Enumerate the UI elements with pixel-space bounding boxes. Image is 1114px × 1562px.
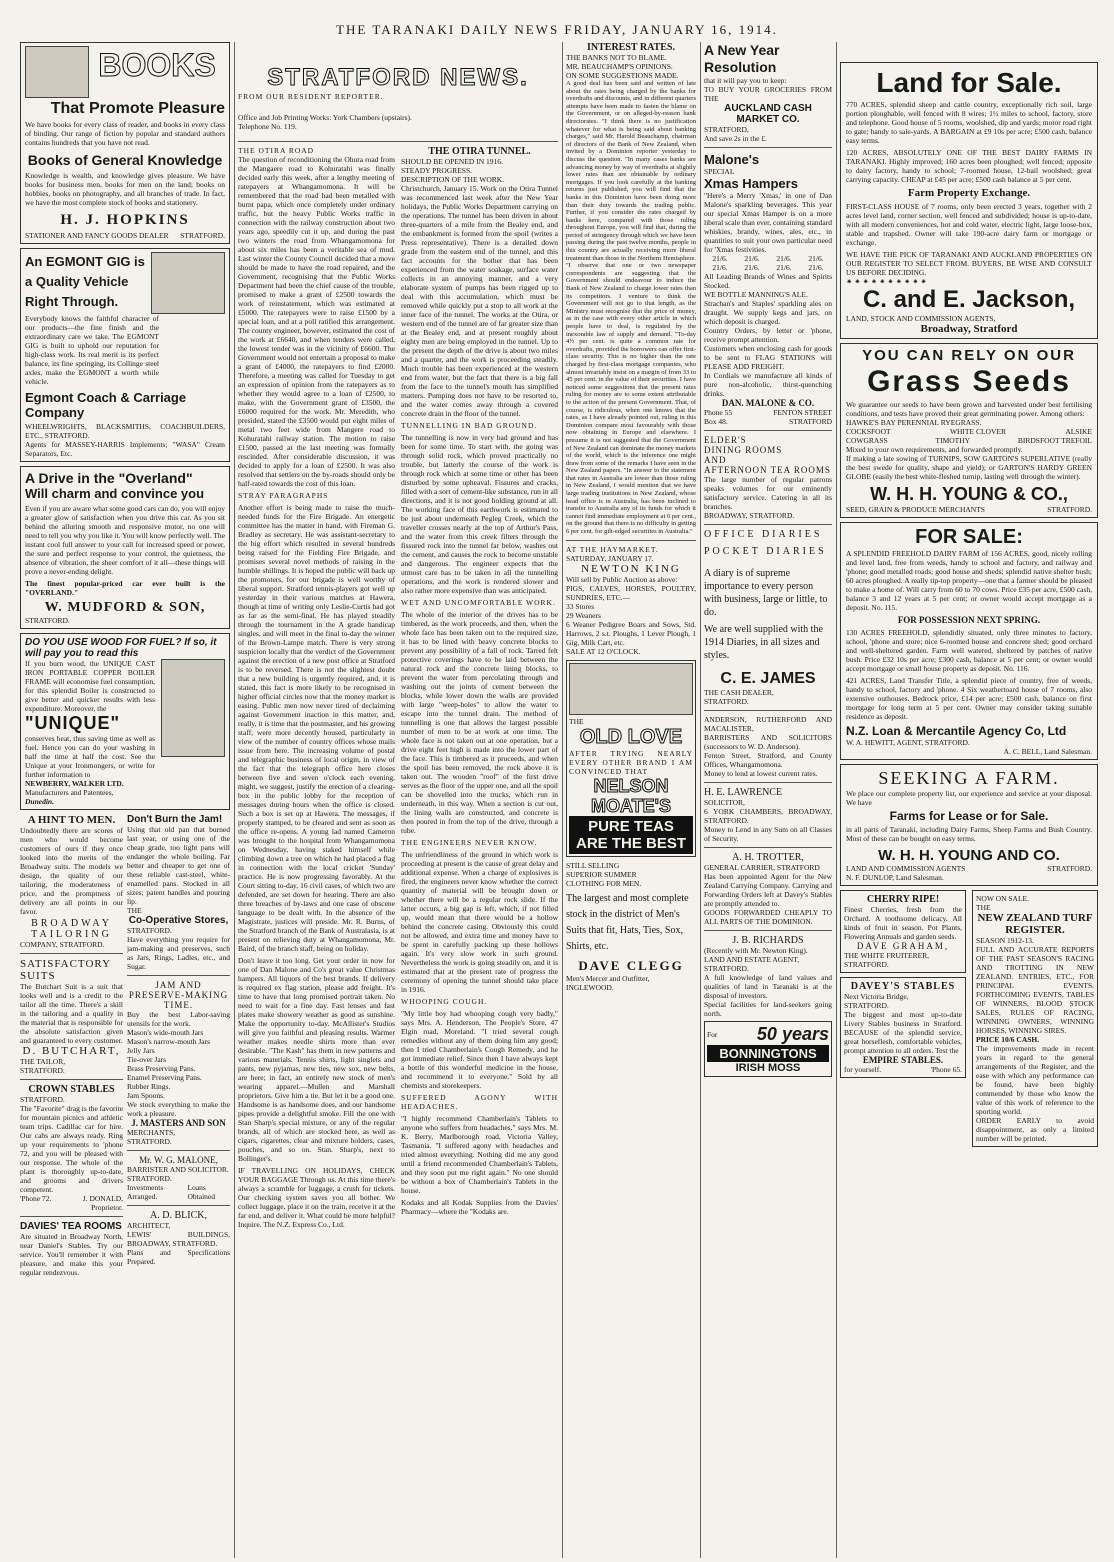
register-the: THE	[976, 903, 991, 912]
turf-register-ad	[972, 890, 1098, 1147]
col1-lower-right	[127, 814, 230, 1277]
col2-left	[238, 146, 395, 1229]
malones-box: Box 48.	[704, 417, 728, 426]
elders-place: BROADWAY, STRATFORD.	[704, 511, 795, 520]
graham-trade: THE WHITE FRUITERER,	[844, 951, 930, 960]
daveys-for: for yourself.	[844, 1065, 882, 1074]
seed-item: COCKSFOOT	[846, 427, 891, 436]
column-2	[238, 42, 558, 1560]
empire-stables: EMPIRE STABLES.	[862, 1055, 944, 1065]
bonnington-moss: IRISH MOSS	[735, 1062, 801, 1074]
daveys-phone: 'Phone 65.	[930, 1065, 962, 1074]
richards-name: J. B. RICHARDS	[732, 935, 804, 946]
hint-body: Undoubtedly there are scores of men who would become customers of ours if they once looked into the merits of the Broadway suits. The models we design, the quality of our tailoring, the moderateness of price, and the promptness of delivery are all points in our favor.	[20, 826, 123, 916]
elders-4: AFTERNOON TEA ROOMS	[704, 465, 831, 475]
anderson-trade: BARRISTERS AND SOLICITORS (successors to W. D. Anderson).	[704, 733, 832, 751]
haymarket-list-item: 29 Weaners	[566, 610, 601, 620]
seeking-body: We place our complete property list, our experience and service at your disposal. We have	[846, 789, 1092, 807]
possession-line: FOR POSSESSION NEXT SPRING.	[897, 615, 1041, 625]
malones-brands: All Leading Brands of Wines and Spirits Stocked.	[704, 272, 832, 290]
malones-hampers: Xmas Hampers	[704, 176, 798, 191]
anderson-address: Fenton Street, Stratford, and County Offices, Whangamomona.	[704, 751, 832, 769]
malone-place: STRATFORD.	[127, 1174, 172, 1183]
unique-maker: NEWBERRY, WALKER LTD.	[25, 779, 124, 788]
malones-country: Country Orders, by letter or 'phone, receive prompt attention.	[704, 326, 832, 344]
blick-trade: ARCHITECT,	[127, 1221, 171, 1230]
bonnington-years: 50 years	[756, 1024, 829, 1044]
crown-owner: J. DONALD,	[82, 1194, 123, 1203]
tunnelling-body: The tunnelling is now in very bad ground and has been for some time. To start with, the going was through solid rock, which proved practically no trouble, but latterly the course of the work is through rock which at some time or other has been disturbed by some upheaval. Fissures and cracks, filled with a sort of cement-like substance, run in all directions, and it is not good holding ground at all. The working face of this earthwork is estimated to be just about underneath Pegleg Creek, which the traveller crosses nearly at the top of Arthur's Pass, and the water from this creek filters through the fissured rock into the tunnel far below, washes out the cement, and causes the rock to become unstable and dangerous. The engineer expects that the utmost care has to be taken in all the tunnelling operations, and the work is rendered slower and also rather more expensive than was anticipated.	[401, 433, 558, 595]
haymarket-sale: SALE AT 12 O'CLOCK.	[566, 646, 641, 656]
masthead	[0, 0, 1114, 40]
otira-road-title: THE OTIRA ROAD	[238, 146, 315, 155]
farm-exchange: Farm Property Exchange.	[907, 187, 1031, 199]
seed-item: HAWKE'S BAY PERENNIAL RYEGRASS.	[846, 418, 982, 427]
engineers-body: The unfriendliness of the ground in which work is proceeding at present is the cause of great delay and additional expense. When a charge of explosives is fired, the engineers never know whether the correct quantity of material will be brought down or whether there will be a regular rock slide. If the latter occurs, a big gap is left, which, if not filled up, would mean that there would be a hollow behind the concrete casing. Obviously this could not be allowed, and extra time and money have to be spent in carefully packing up these hollows again. It's very slow work in such ground. Nevertheless the work is going steadily on, and it is estimated that at the present rate of progress the ceremony of opening the tunnel should take place in 1916.	[401, 850, 558, 994]
trotter-body: Has been appointed Agent for the New Zealand Carrying Company. Carrying and Forwarding Orders left at Davey's Stables are promptly attended to.	[704, 872, 832, 908]
crown-phone: 'Phone 72.	[20, 1194, 52, 1203]
daveys-place: STRATFORD.	[844, 1001, 889, 1010]
malones-price: 21/6.	[744, 254, 760, 263]
register-price: PRICE 10/6 CASH.	[976, 1035, 1040, 1044]
preserve-item: Mason's narrow-mouth Jars	[127, 1037, 211, 1046]
preserve-item: Enamel Preserving Pans.	[127, 1073, 202, 1082]
daveys-next: Next Victoria Bridge,	[844, 992, 909, 1001]
egmont-ad	[20, 248, 230, 462]
crown-title: CROWN STABLES	[28, 1084, 115, 1095]
jackson-trade: LAND, STOCK AND COMMISSION AGENTS,	[846, 314, 996, 323]
daveys-body: The biggest and most up-to-date Livery Stables business in Stratford. BECAUSE of the splendid service, great horseflesh, comfortable vehicles, prompt attention to all orders. Test the	[844, 1010, 962, 1055]
knowledge-title: Books of General Knowledge	[27, 152, 223, 168]
young-place: STRATFORD.	[1047, 505, 1092, 514]
for-sale-title: FOR SALE:	[915, 526, 1023, 548]
pure-teas: PURE TEAS ARE THE BEST	[569, 816, 693, 854]
malones-street: FENTON STREET	[773, 408, 832, 417]
telephone-line: Telephone No. 119.	[238, 122, 297, 131]
butchart-name: D. BUTCHART,	[22, 1045, 121, 1057]
mudford-name: W. MUDFORD & SON,	[44, 600, 206, 615]
land-pick: WE HAVE THE PICK OF TARANAKI AND AUCKLAND PROPERTIES ON OUR REGISTER TO SELECT FROM. BUYERS, BE WISE AND CONSULT US BEFORE DECIDING.	[846, 250, 1092, 277]
bonnington-for: For	[707, 1030, 718, 1039]
land-listing-house: FIRST-CLASS HOUSE of 7 rooms, only been erected 3 years, together with 2 acres level land, corner section, well fenced and subdivided; house is up-to-date, with all modern conveniences, hot and cold water, electric light, large loose-box, stable and trapshed. Owner will take 190-acre dairy farm or mortgage or exchange.	[846, 202, 1092, 247]
jackson-name: C. and E. Jackson,	[862, 286, 1076, 313]
malones-quote: "Here's a Merry 'Xmas,' in one of Dan Malone's sparkling beverages. This year our special Xmas Hamper is on a more liberal scale than ever, containing standard whiskies, brandy, wines, ales, etc., in quantities to suit your own particular need for 'Xmas festivities.	[704, 191, 832, 254]
satisfactory-body: The Butchart Suit is a suit that looks well and is a credit to the tailor all the time. There's a skill in the tailoring and a quality in the material that is responsible for the absolute satisfaction given and guaranteed to every customer.	[20, 982, 123, 1045]
for-sale-ad	[840, 522, 1098, 760]
books-ad	[20, 42, 230, 244]
books-subtitle: That Promote Pleasure	[50, 100, 225, 117]
old-love-title: OLD LOVE	[579, 725, 683, 748]
clegg-place: INGLEWOOD.	[566, 982, 614, 992]
blick-address: LEWIS' BUILDINGS, BROADWAY, STRATFORD.	[127, 1230, 230, 1248]
column-rule	[836, 42, 837, 1558]
register-body-2: The improvements made in recent years in regard to the general arrangements of the Register, and the ease with which any performance can be found, have been highly commended by those who know the value of this work of reference to the sporting world.	[976, 1044, 1094, 1116]
crown-body: The "Favorite" drag is the favorite for mountain picnics and athletic team trips. Cadillac car for hire. Our cabs are always ready. Ring up your requirements to 'phone 72, and you will be pleased with our response. The whole of the plant is thoroughly up-to-date, and grooms and drivers competent.	[20, 1104, 123, 1194]
pocket-diaries: POCKET DIARIES	[704, 546, 827, 557]
graham-name: DAVE GRAHAM,	[856, 941, 950, 951]
masters-trade: MERCHANTS,	[127, 1128, 176, 1137]
for-sale-156: A SPLENDID FREEHOLD DAIRY FARM of 156 ACRES, good, nicely rolling and level land, free from weeds, handy to school and factory, and railway and 'phone; good metalled roads; good house and sheds; splendid native shelter bush; 60 acres ploughed. A really tip-top property—one that a farmer should be pleased to make a home of. Will carry from 60 to 70 cows. Price £35 per acre, £500 cash, balance 3 and 12 years at 5 per cent; or owner would accept mortgage as a deposit. No. 115.	[846, 549, 1092, 612]
otira-sub-3: DESCRIPTION OF THE WORK.	[401, 175, 505, 184]
haymarket-title: AT THE HAYMARKET.	[566, 544, 659, 554]
anderson-money: Money to lend at lowest current rates.	[704, 769, 818, 778]
otira-sub-1: SHOULD BE OPENED IN 1916.	[401, 157, 503, 166]
malone-loans: Loans Obtained	[187, 1183, 215, 1201]
malone-name: Mr. W. G. MALONE,	[139, 1155, 218, 1165]
lawrence-name: H. E. LAWRENCE	[704, 787, 783, 798]
unique-boiler-ad	[20, 633, 230, 810]
jackson-place: Broadway, Stratford	[920, 323, 1018, 335]
interest-sub-2: MR. BEAUCHAMP'S OPINIONS.	[566, 62, 673, 71]
preserve-item: Jam Spoons.	[127, 1091, 165, 1100]
seeds-turnips: If making a late sowing of TURNIPS, SOW GARTON'S SUPERLATIVE (really the best swede for quality, shape and yield); or GARTON'S HARDY GREEN GLOBE (easily the best white-fleshed turnip, lasting well through the winter).	[846, 454, 1092, 481]
still-selling: STILL SELLING	[566, 860, 620, 870]
coop-place: STRATFORD.	[127, 926, 172, 935]
stray-title: STRAY PARAGRAPHS	[238, 491, 329, 500]
coop-name: Co-Operative Stores,	[128, 915, 229, 926]
hint-title: A HINT TO MEN.	[27, 814, 116, 826]
col2-split	[238, 146, 558, 1229]
malones-phone: Phone 55	[704, 408, 733, 417]
otira-tunnel-title: THE OTIRA TUNNEL.	[428, 146, 531, 157]
bonnington-ad	[704, 1021, 832, 1077]
tunnelling-title: TUNNELLING IN BAD GROUND.	[401, 421, 538, 430]
malones-price: 21/6.	[776, 263, 792, 272]
james-trade: THE CASH DEALER,	[704, 688, 774, 697]
seed-item: COWGRASS	[846, 436, 888, 445]
trotter-trade: GENERAL CARRIER, STRATFORD	[704, 863, 820, 872]
office-diaries: OFFICE DIARIES	[704, 529, 823, 540]
malones-price: 21/6.	[712, 263, 728, 272]
office-line: Office and Job Printing Works: York Chambers (upstairs).	[238, 113, 412, 122]
richards-place: STRATFORD.	[704, 964, 749, 973]
interest-sub-1: THE BANKS NOT TO BLAME.	[566, 53, 667, 62]
stray-body: Another effort is being made to raise the much-needed funds for the Fire Brigade. An energetic committee has the matter in hand, with Fireman G. Bradley as secretary. He was assistant-secretary to the big effort which resulted in several hundreds being raised for the Fielding Fire Brigade, and promises several novel methods of raising in the humble shillings. It is hoped the public will back up the promoters, for our brigade is well worthy of liberal support. Stratford tennis-players got well up yesterday in their various matches at Hawera, though at time of writing only Leslie-Curtis had got as far as the semi-final. He has played steadily through the tournament in the A grade handicap singles, and will meet in the final to-day the winner of the Brown-Lampe match. There is very strong suspicion locally that the verdict of the Government against the erection of a new post office at Stratford is to be reversed. There is not the slightest doubt that a new building is urgently required, and, it is stated, this fact is more likely to be recognised in higher official circles now that the money market is easing. Public men now never tired of declaiming against Government inaction in this matter, and, really, it is time that the postmaster, and his growing staff, were more decently housed, particularly in view of the number of country offices whose mails issue from here. The increasing volume of postal and telegraphic business of local origin, in view of the fact that the telegraph office here closes between five and seven o'clock each evening, might, we suggest, justify the erection of a clearing-box in the public lobby for the reception of messages during hours when the office is closed. Such a box is set up at Hawera. The messages, if properly stamped, to be cleared and sent as soon as the office re-opens. A young lad named Cameron was brought to the hospital from Whangamomona on Wednesday, having staked himself while climbing down a tree on which he had placed a flag in connection with the local cricket 'Sunday' practice. He is now progressing favorably. At the Court sitting to-day, 16 civil cases, of which two are defended, are set down for hearing. There are also three breaches of by-laws and one case of obscene language to be dealt with. In the absence of the Magistrate, justices will preside. Mr. R. Burns, of the Stratford branch of the Bank of Australasia, is at present on relieving duty at Whangamomona, Mr. Baird, of the branch staff, being on holiday.	[238, 503, 395, 953]
davies-title: DAVIES' TEA ROOMS	[20, 1221, 122, 1232]
trotter-name: A. H. TROTTER,	[732, 852, 804, 863]
preserve-list	[127, 1028, 230, 1100]
daveys-title: DAVEY'S STABLES	[850, 981, 956, 992]
new-year-buy: TO BUY YOUR GROCERIES FROM THE	[704, 85, 832, 103]
james-name: C. E. JAMES	[720, 670, 816, 687]
satisfactory-title: SATISFACTORY SUITS	[20, 958, 111, 982]
register-body: FULL AND ACCURATE REPORTS OF THE PAST SEASON'S RACING AND TROTTING IN NEW ZEALAND. ENTRIES, ETC., FOR PRINCIPAL EVENTS. FORTHCOMING EVENTS, TABLES OF WINNERS, BLOOD STOCK SALES, RULES OF RACING, WINNING OWNERS, WINNING HORSES, WINNING SIRES.	[976, 945, 1094, 1035]
blick-name: A. D. BLICK,	[150, 1210, 207, 1221]
col5-lower-right	[972, 890, 1098, 1151]
malones-price: 21/6.	[808, 254, 824, 263]
unique-city: Dunedin.	[25, 797, 54, 806]
preserve-item: Tie-over Jars	[127, 1055, 167, 1064]
seeds-body: We guarantee our seeds to have been grown and harvested under best fertilising conditions, and tests have proved their great germinating power. Among others:	[846, 400, 1092, 418]
column-rule	[234, 42, 235, 1558]
diaries-body: A diary is of supreme importance to every person with business, large or little, to do.	[704, 568, 828, 618]
interest-body: A good deal has been said and written of late about the rates being charged by the banks for overdrafts and discounts, and in different quarters attempts have been made to fasten the blame on the Government, or on alleged-by-reason bank directorates. "I think there is no justification whatever for what is being said about banking charges," said Mr. Harold Beauchamp, chairman of directors of the Bank of New Zealand, when invited by a Dominion reporter yesterday to discuss the question. "In many cases banks are advancing money by way of overdrafts at slightly lower rates than are obtainable by ordinary mortgages. If you look carefully at the banking returns just published, you will find that the banks in this Dominion have been doing more than their duty towards the trading public. Further, if you consider the rates charged by banks here, compared with those ruling throughout Europe, you will find that, during the period of stringency through which we have been passing during the past twelve months, people in this country are actually receiving more liberal treatment than those in the Northern Hemisphere. "I observe that one or two newspaper correspondents are suggesting that the Government should endeavour to induce the Bank of New Zealand to charge lower rates than its competitors. I venture to think the Government will not go to that length, as the Ministry must recognise that the price of money, as in the case with every other article in which people have to deal, is regulated by the inexorable law of supply and demand. "To-day 4½ per cent. is quite a common rate for overdrafts, provided the borrowers can offer first-class security. This is no higher than the rate charged by first-class mortgage companies, who almost invariably insist on a margin of from 33 to 45 per cent. in the value of their securities. I have noticed some suggestions that the present rates ruling for money are to some extent attributable to the action of the present Government. That, of course, is ridiculous, when one knows that the rates, as I have already pointed out, ruling in this Dominion compare most favourably with those now obtaining in Europe and elsewhere. I presume it is not suggested that the Government of New Zealand can dominate the money markets of the world, which is the inference one might draw from some of the remarks I have seen in the New Zealand papers. "In answer to the statement that rates in Australia are lower than those ruling in New Zealand, I would mention that we have large trading institutions in New Zealand, whose head office is in Australia, has been inclined to transfer to Australia any of its funds for which it cannot find immediate employment at 6 per cent., on the ground that there is no difficulty in getting 6 per cent. for gilt-edged securities in Australia."	[566, 80, 696, 536]
elders-body: The large number of regular patrons speaks volumes for our eminently satisfactory service. Catering in all its branches.	[704, 475, 832, 511]
lawrence-trade: SOLICITOR,	[704, 798, 745, 807]
diaries-supply: We are well supplied with the 1914 Diaries, in all sizes and styles.	[704, 624, 823, 661]
overland-body: Even if you are aware what some good cars can do, you will enjoy a greater glow of satisfaction when you drive this car. As you sit behind the alluring smooth and responsive motor, no one will need to tell you why you like it. You will know perfectly well. The instant cool full answer to your call for increased speed or power, the sure and perfect response to your control, the quietness, the absence of vibration, the sheer comfort of it all—these things will prove a never-ending delight.	[25, 504, 225, 576]
nelson-moate-name: NELSON MOATE'S	[591, 775, 671, 816]
preserve-item: Brass Preserving Pans.	[127, 1064, 196, 1073]
seed-item: WHITE CLOVER	[949, 427, 1006, 436]
masters-place: STRATFORD.	[127, 1137, 172, 1146]
agony-body: "I highly recommend Chamberlain's Tablets to anyone who suffers from headaches," says Mrs. M. K. Berry, Marlborough road, Victoria Valley, Tasmania. "I suffered agony with headaches and tried almost everything. Nothing did me any good until a friend recommended Chamberlain's Tablets, and they soon put me right again." No one should be without a box of Chamberlain's Tablets in the house.	[401, 1114, 558, 1195]
preserve-title: JAM AND PRESERVE-MAKING TIME.	[128, 980, 229, 1010]
haymarket-items: PIGS, CALVES, HORSES, POULTRY, SUNDRIES, ETC.—	[566, 583, 696, 602]
otira-sub-2: STEADY PROGRESS.	[401, 166, 472, 175]
seeking-farm-title: SEEKING A FARM.	[878, 768, 1060, 788]
malones-special: SPECIAL	[704, 167, 735, 176]
haymarket-will-sell: Will sell by Public Auction as above:	[566, 574, 678, 584]
cherry-title: CHERRY RIPE!	[866, 894, 940, 905]
cherry-body: Finest Cherries, fresh from the Orchard. A toothsome delicacy. All kinds of fruit in season. Pot Plants, Flowering Annuals and garden seeds.	[844, 905, 962, 941]
seeking-body-2: in all parts of Taranaki, including Dairy Farms, Sheep Farms and Bush Country. Most of these can be bought on easy terms.	[846, 825, 1092, 843]
land-for-sale-ad: Land for Sale. 770 ACRES, splendid sheep and cattle country, exceptionally rich soil, large portion ploughable, well fenced with 8 wires; 1½ miles to school, factory, store and telephone. Good house of 5 rooms, woolshed, dip and yards; motor road right to gate; handy to sale-yards. A BARGAIN at £9 10s per acre; £500 cash, balance easy terms. 120 ACRES, ABSOLUTELY ONE OF THE BEST DAIRY FARMS IN TARANAKI. Highly improved; 160 acres been ploughed; well fenced; opposite to dairy factory, handy to school; 7-roomed house, 12-bail woolshed; great carrying capacity. CHEAP at £45 per acre; £500 cash balance at 5 per cent. Farm Property Exchange. FIRST-CLASS HOUSE of 7 rooms, only been erected 3 years, together with 2 acres level land, corner section, well fenced and subdivided; house is up-to-date, with all modern conveniences, hot and cold water, electric light, large loose-box, stable and trapshed. Owner will take 190-acre dairy farm or mortgage or exchange. WE HAVE THE PICK OF TARANAKI AND AUCKLAND PROPERTIES ON OUR REGISTER TO SELECT FROM. BUYERS, BE WISE AND CONSULT US BEFORE DECIDING. ⁕⁕⁕⁕⁕⁕⁕⁕⁕⁕ C. and E. Jackson, LAND, STOCK AND COMMISSION AGENTS, Broadway, Stratford	[840, 62, 1098, 339]
engineers-title: THE ENGINEERS NEVER KNOW.	[401, 838, 538, 847]
young2-trade: LAND AND COMMISSION AGENTS	[846, 864, 966, 873]
butchart-place: STRATFORD.	[20, 1066, 65, 1075]
malone-trade: BARRISTER AND SOLICITOR.	[127, 1165, 229, 1174]
unique-maker-sub: Manufacturers and Patentees,	[25, 788, 114, 797]
nz-loan-salesman: A. C. BELL, Land Salesman.	[1003, 747, 1092, 756]
col5-lower-left	[840, 890, 966, 1151]
crown-place: STRATFORD.	[20, 1095, 65, 1104]
otira-body: Christchurch, January 15. Work on the Otira Tunnel was recommenced last week after the New Year holidays, the Public Works Department carrying on the operations. The tunnel has been driven in about three-quarters of a mile from the Bealey end, and the embankment is formed from the spoil (writes a Press representative). There is a derailed down grade from the eastern end of the tunnel, and this fact accounts for the bother that has been experienced from the water soakage, surface water collects in an annoying manner, and a very elaborate system of pumps has been rigged up to deal with this accumulation, which must be removed while quickly put a stop to all work at the inner face of the tunnel. The works at the Otira, or western end of the tunnel are of far greater size than at the Bealey end, and at present roughly about eighty men are being employed in the tunnel. Up to the present the depth of the drive is about two miles and a quarter, and the work is proceeding steadily. Much trouble has been experienced at the western end from water, but the fact that there is a big fall from the face to the tunnel's mouth has simplified matters. Pumping does not have to be resorted to, and the water comes away through a covered concrete drain in the floor of the tunnel.	[401, 184, 558, 418]
richards-special: Special facilities for land-seekers going north.	[704, 1000, 832, 1018]
new-year-title: A New Year Resolution	[704, 42, 780, 75]
young2-place: STRATFORD.	[1047, 864, 1092, 873]
lawrence-address: 6 YORK CHAMBERS, BROADWAY, STRATFORD.	[704, 807, 832, 825]
preserve-item: Mason's wide-mouth Jars	[127, 1028, 204, 1037]
new-year-body: that it will pay you to keep:	[704, 76, 787, 85]
reporter-line: FROM OUR RESIDENT REPORTER.	[238, 92, 384, 101]
malones-cordials: In Cordials we manufacture all kinds of pure non-alcoholic, thirst-quenching drinks.	[704, 371, 832, 398]
gig-carriage-image	[151, 252, 225, 314]
trotter-goods: GOODS FORWARDED CHEAPLY TO ALL PARTS OF THE DOMINION.	[704, 908, 832, 926]
elders-3: AND	[704, 455, 727, 465]
unique-body-1: If you burn wood, the UNIQUE CAST IRON PORTABLE COPPER BOILER FRAME will economise fuel consumption, for this splendid Boiler is constructed to give better and quicker results with less expenditure. Moreover, the	[25, 659, 155, 713]
malone-investments: Investments Arranged.	[127, 1183, 164, 1201]
blick-plans: Plans and Specifications Prepared.	[127, 1248, 230, 1266]
wet-title: WET AND UNCOMFORTABLE WORK.	[401, 598, 556, 607]
broadway-1: BROADWAY	[31, 918, 112, 929]
coop-the: THE	[127, 906, 142, 915]
haymarket-list-item: 33 Stores	[566, 601, 595, 611]
col1-lower-left	[20, 814, 123, 1277]
haymarket-list-item: 6 Weaner Pedigree Boars and Sows, Std. Harrows, 2 s.t. Ploughs, 1 Lever Plough, 1 Gig, Milk Cart, etc.	[566, 619, 696, 647]
books-body: We have books for every class of reader, and books in every class of binding. Our range of fiction by popular and standard authors contains hundreds that you have not read.	[25, 120, 225, 147]
overland-ad	[20, 466, 230, 629]
malones-price: 21/6.	[808, 263, 824, 272]
nelson-moate-ad	[566, 660, 696, 857]
clegg-body: The largest and most complete stock in the district of Men's Suits that fit, Hats, Ties, Sox, Shirts, etc.	[566, 892, 689, 952]
seeds-mixed: Mixed to your own requirements, and forwarded promptly.	[846, 445, 1023, 454]
mudford-place: STRATFORD.	[25, 616, 70, 625]
hopkins-trade: STATIONER AND FANCY GOODS DEALER	[25, 231, 169, 240]
new-year-save: And save 2s in the £.	[704, 134, 767, 143]
malones-price: 21/6.	[744, 263, 760, 272]
richards-trade: LAND AND ESTATE AGENT,	[704, 955, 800, 964]
graham-place: STRATFORD.	[844, 960, 889, 969]
malones-body-2: Strachan's and Staples' sparkling ales on draught. We supply kegs and jars, on which deposit is charged.	[704, 299, 832, 326]
young-name: W. H. H. YOUNG & CO.,	[870, 484, 1068, 504]
nz-loan-agent: W. A. HEWITT, AGENT, STRATFORD.	[846, 738, 970, 747]
malones-title: Malone's	[704, 152, 760, 167]
egmont-trades: WHEELWRIGHTS, BLACKSMITHS, COACHBUILDERS, ETC., STRATFORD.	[25, 422, 225, 440]
new-year-place: STRATFORD,	[704, 125, 749, 134]
elders-1: ELDER'S	[704, 435, 747, 445]
davies-body: Are situated in Broadway North, near Daniel's Stables. Try our service. You'll remember it with pleasure, and make this your regular rendezvous.	[20, 1232, 123, 1277]
overland-subtitle: Will charm and convince you	[25, 486, 205, 501]
egmont-body: Everybody knows the faithful character of our products—the fine finish and the extraordinary care we take. The EGMONT GIG is built to uphold our reputation for high-class work. Its real merit is its perfect balance, its fine springing, its Collinge steel axles, make the EGMONT a worth while vehicle.	[25, 314, 159, 386]
unique-question: DO YOU USE WOOD FOR FUEL? If so, it will pay you to read this	[25, 637, 217, 659]
elders-2: DINING ROOMS	[704, 445, 783, 455]
column-rule	[700, 42, 701, 1558]
richards-sub: (Recently with Mr. Newton King).	[704, 946, 808, 955]
old-love-lines: AFTER TRYING NEARLY EVERY OTHER BRAND I AM CONVINCED THAT	[569, 748, 693, 776]
interest-sub-3: ON SOME SUGGESTIONS MADE.	[566, 71, 679, 80]
malones-place: STRATFORD	[789, 417, 832, 426]
books-engraving-image	[25, 46, 89, 98]
malones-price: 21/6.	[712, 254, 728, 263]
haymarket-date: SATURDAY, JANUARY 17.	[566, 553, 654, 563]
young2-salesman: N. F. DUNLOP, Land Salesman.	[846, 873, 944, 882]
egmont-title: An EGMONT GIG is a Quality Vehicle Right Through.	[25, 254, 145, 309]
seed-item: BIRDSFOOT TREFOIL	[1017, 436, 1092, 445]
preserve-stock: We stock everything to make the work a pleasure.	[127, 1100, 230, 1118]
anderson-name: ANDERSON, RUTHERFORD AND MACALISTER,	[704, 715, 832, 733]
richards-body: A full knowledge of land values and qualities of land in Taranaki is at the disposal of investors.	[704, 973, 832, 1000]
boiler-image	[161, 659, 225, 757]
grass-seeds-title: Grass Seeds	[867, 365, 1071, 398]
bonnington-name: BONNINGTONS	[707, 1045, 829, 1062]
malones-prices	[704, 254, 832, 272]
malones-customers: Customers when enclosing cash for goods to be sent to FLAG STATIONS will PLEASE ADD FREIGHT.	[704, 344, 832, 371]
daveys-stables-ad	[840, 977, 966, 1078]
register-order: ORDER EARLY to avoid disappointment, as only a limited number will be printed.	[976, 1116, 1094, 1143]
agony-title: SUFFERED AGONY WITH HEADACHES.	[401, 1093, 558, 1111]
egmont-agents: Agents for MASSEY-HARRIS Implements; "WASA" Cream Separators, Etc.	[25, 440, 225, 458]
knowledge-body: Knowledge is wealth, and knowledge gives pleasure. We have books for business men, books for men on the land; books on hobbies, books on photography, and all branches of trade. In fact, we have the most complete stock of books and stationery.	[25, 171, 225, 207]
auckland-cash-market: AUCKLAND CASH MARKET CO.	[724, 103, 812, 125]
old-love-the: THE	[569, 716, 584, 726]
masthead-text: THE TARANAKI DAILY NEWS FRIDAY, JANUARY 16, 1914.	[336, 22, 778, 37]
whooping-body: "My little boy had whooping cough very badly," says Mrs. A. Henderson, The People's Store, 47 Elgin road, Moreland. "I tried several cough remedies without any of them doing him any good; then I tried Chamberlain's Cough Remedy, and he got immediate relief. Since then I have always kept a bottle of this wonderful medicine in the house, and recommend it to everyone." Sold by all chemists and storekeepers.	[401, 1009, 558, 1090]
lawrence-money: Money to Lend in any Sum on all Classes of Security.	[704, 825, 832, 843]
overland-title: A Drive in the "Overland"	[25, 470, 193, 486]
col1-lower-split	[20, 814, 230, 1277]
malones-bottle: WE BOTTLE MANNING'S ALE.	[704, 290, 808, 299]
grass-seeds-ad	[840, 343, 1098, 518]
land-for-sale-title: Land for Sale.	[876, 67, 1062, 98]
clothing-for-men: CLOTHING FOR MEN.	[566, 878, 642, 888]
column-5	[840, 42, 1098, 1560]
broadway-3: COMPANY, STRATFORD.	[20, 940, 105, 949]
register-season: SEASON 1912-13.	[976, 936, 1034, 945]
young2-name: W. H. H. YOUNG AND CO.	[878, 847, 1060, 864]
column-4	[704, 42, 832, 1560]
james-place: STRATFORD.	[704, 697, 749, 706]
col5-lower-split	[840, 890, 1098, 1151]
for-sale-130: 130 ACRES FREEHOLD, splendidly situated, only three minutes to factory, school, 'phone and store; nice 6-roomed house and concrete shed; good orchard and well-sheltered garden. Farm well watered, sheltered by patches of native bush. Price £32 10s per acre; £300 cash, balance at 5 per cent; or owner would accept mortgage or small house property as deposit. No. 116.	[846, 628, 1092, 673]
clegg-name: DAVE CLEGG	[578, 957, 684, 973]
register-title: NEW ZEALAND TURF REGISTER.	[977, 912, 1093, 936]
preserve-item: Jelly Jars	[127, 1046, 155, 1055]
kodaks-line: Kodaks and all Kodak Supplies from the Davies' Pharmacy—where the "Kodaks are.	[401, 1198, 558, 1216]
column-1	[20, 42, 230, 1560]
malones-name: DAN. MALONE & CO.	[721, 398, 815, 408]
newton-king-name: NEWTON KING	[581, 562, 681, 575]
seeking-farm-ad	[840, 764, 1098, 886]
superior-summer: SUPERIOR SUMMER	[566, 869, 637, 879]
clegg-trade: Men's Mercer and Outfitter,	[566, 973, 650, 983]
preserve-body: Buy the best Labor-saving utensils for the work.	[127, 1010, 230, 1028]
hopkins-name: H. J. HOPKINS	[60, 212, 190, 228]
crown-owner-title: Proprietor.	[91, 1203, 123, 1212]
nmc-logo-image	[569, 663, 693, 715]
dont-leave-body: Don't leave it too long. Get your order in now for one of Dan Malone and Co's great value Christmas hampers. All liquors of the best brands. If delivery is required ex flag station, please add freight. It's time to have that long promised portrait taken. No need to wait for a fine day. Fast lenses and fast plates make showery weather as good as sunshine. Make the opportunity to-day. McAllister's Studios will give you faithful and pleasing results. Warmer weather makes needle shirts more than ever desirable. "The Kash" has them in new patterns and various materials. Tennis shirts, light singlets and pants, new pyjamas, new ties, new sox, new belts, are here; in fact, an entirely new stock of men's wearing apparel.—Mullen and Marshall proprietors. Give him a tie. But let it be a good one. Handsome is as handsome does, and our handsome pipes provide a delightful smoke. Fill the one with Stan Sharp's special mixture, or any of the regular brands, all of which are stocked here, as well as cigars, cigarettes, clear and mixture holders, cases, pouches, and so on. Stan. Sharp's, next to Bollinger's.	[238, 956, 395, 1163]
books-title: BOOKS	[98, 47, 216, 83]
overland-finest: The finest popular-priced car ever built is the "OVERLAND."	[25, 579, 225, 597]
hopkins-place: STRATFORD.	[180, 231, 225, 240]
otira-road-body: The question of reconditioning the Ohura road from the Mangaere road to Kohuratahi was finally decided early this week, after a lengthy meeting of ratepayers at Whangamomona. It will be remembered that the road had been metalled with burnt papa, which once completely under ordinary traffic, but the heavy Public Works traffic in connection with the railway construction about two years ago, speedily cut it up, and during the past two winters the road from Whangamomona for about six miles has been a veritable sea of mud. Last winter the County Council decided that a move should be made to have the road repaired, and the Government, recognising that the Public Works Department had been the chief cause of the trouble, promised to make a grant of £2500 towards the work of reinstatement, which was estimated at £5000. The ratepayers were to raise £1500 by a special loan, and at a poll ratified this arrangement. The county engineer, however, estimated the cost of the work at £6640, and when tenders were called, the lowest tender was in the vicinity of £6600. The Government would not entertain a proposal to make a grant of £4000, the ratepayers to find £2000. Therefore, a meeting was called for Tuesday to get an expression of opinion from the ratepayers as to whether they would agree to a loan of £2500, to make, with the Government grant of £3500, the £6000 required for the work. Mr. Meredith, who presided, stated the £3500 would put eight miles of metal two feet wide from Mangere road to Kohuratahi railway station. The motion to raise £1500, passed at the last meeting was formally rescinded. After considerable discussion, it was decided to apply for a loan of £2500. It was also resolved that settlers on the by-roads should only be half-rated towards the cost of this loan.	[238, 155, 395, 488]
young-trade: SEED, GRAIN & PRODUCE MERCHANTS	[846, 505, 985, 514]
land-listing-770: 770 ACRES, splendid sheep and cattle country, exceptionally rich soil, large portion ploughable, well fenced with 8 wires; 1½ miles to school, factory, store and telephone. Good house of 5 rooms, woolshed, dip and yards; motor road right to gate; handy to sale-yards. A BARGAIN at £9 10s per acre; £500 cash, balance easy terms.	[846, 100, 1092, 145]
egmont-company: Egmont Coach & Carriage Company	[25, 390, 187, 420]
register-now: NOW ON SALE.	[976, 894, 1029, 903]
jam-body: Using that old pan that burned last year, or using one of the cheap grade, too light pans will endanger the whole boiling. Far better and cheaper to get one of these reliable cast-steel, white-enamelled pans. Stocked in all sizes; patent handles and pouring lip.	[127, 825, 230, 906]
butchart-trade: THE TAILOR,	[20, 1057, 66, 1066]
nz-loan-name: N.Z. Loan & Mercantile Agency Co, Ltd	[846, 724, 1067, 738]
jam-title: Don't Burn the Jam!	[127, 814, 223, 825]
broadway-2: TAILORING	[31, 929, 112, 940]
rely-line: YOU CAN RELY ON OUR	[862, 347, 1076, 364]
farms-for-lease: Farms for Lease or for Sale.	[889, 809, 1049, 823]
for-sale-421: 421 ACRES, Land Transfer Title, a splendid piece of country, free of weeds, handy to school, factory and 'phone. 4 Six weathertoard house of 7 rooms, also extensive outhouses. Bedrock price, £14 per acre; £500 cash, balance on first mortgage for long term at 5 per cent. Owner may consider taking suitable residence as deposit.	[846, 676, 1092, 721]
cherry-ad	[840, 890, 966, 973]
interest-title: INTEREST RATES.	[587, 42, 675, 53]
stratford-news-title: STRATFORD NEWS.	[267, 64, 529, 91]
masters-name: J. MASTERS AND SON	[131, 1118, 226, 1128]
column-rule	[562, 42, 563, 1558]
column-3	[566, 42, 696, 1560]
col2-right	[401, 146, 558, 1229]
whooping-title: WHOOPING COUGH.	[401, 997, 488, 1006]
seed-item: ALSIKE	[1065, 427, 1092, 436]
wet-body: The whole of the interior of the drives has to be timbered, as the work proceeds, and then, when the whole face has been taken out to the required size, it has to be lined with heavy concrete blocks to prevent any possibility of a fall of rock. Tarred felt protective coverings have to be laid between the natural rock and the concrete lining blocks, to prevent the water from percolating through and washing out the joints of cement between the blocks, while lower down the walls are provided with large "weep-holes" to allow the water to escape into the tunnel drain. The method of tunnelling is one that allows the largest possible number of men to be at work at one time. The whole face is not taken out at one operation, but a drive eight feet high is made into the lower part of the face. This is timbered as it proceeds, and when the spoil has been removed, the rock above it is taken out. The wooden "roof" of the first drive serves as the floor of the upper one, and all the spoil can be shovelled into the trucks, which run in underneath, in this way. When a section is cut out, the lining walls are constructed, and concrete is then poured in from the top of the drive, through a tube.	[401, 610, 558, 835]
seed-item: TIMOTHY	[935, 436, 971, 445]
unique-body-2: conserves heat, thus saving time as well as fuel. Hence you can do your washing in half the time at half the cost. See the Unique at your Ironmongers, or write for further information to	[25, 734, 155, 779]
malones-price: 21/6.	[776, 254, 792, 263]
coop-body: Have everything you require for jam-making and preserves, such as Jars, Rings, Ladles, etc., and Sugar.	[127, 935, 230, 971]
preserve-item: Rubber Rings.	[127, 1082, 171, 1091]
travelling-body: IF TRAVELLING ON HOLIDAYS, CHECK YOUR BAGGAGE Through us. At this time there's always a scramble for luggage, a crush for tickets. Our checking system saves you all bother. We collect luggage, place it on the train, receive it at the far end, and deliver it. What could be more helpful? Inquire. The N.Z. Express Co., Ltd.	[238, 1166, 396, 1229]
unique-name: "UNIQUE"	[25, 713, 121, 733]
land-listing-120: 120 ACRES, ABSOLUTELY ONE OF THE BEST DAIRY FARMS IN TARANAKI. Highly improved; 160 acres been ploughed; well fenced; opposite to dairy factory, handy to school; 7-roomed house, 12-bail woolshed; great carrying capacity. CHEAP at £45 per acre; £500 cash balance at 5 per cent.	[846, 148, 1092, 184]
